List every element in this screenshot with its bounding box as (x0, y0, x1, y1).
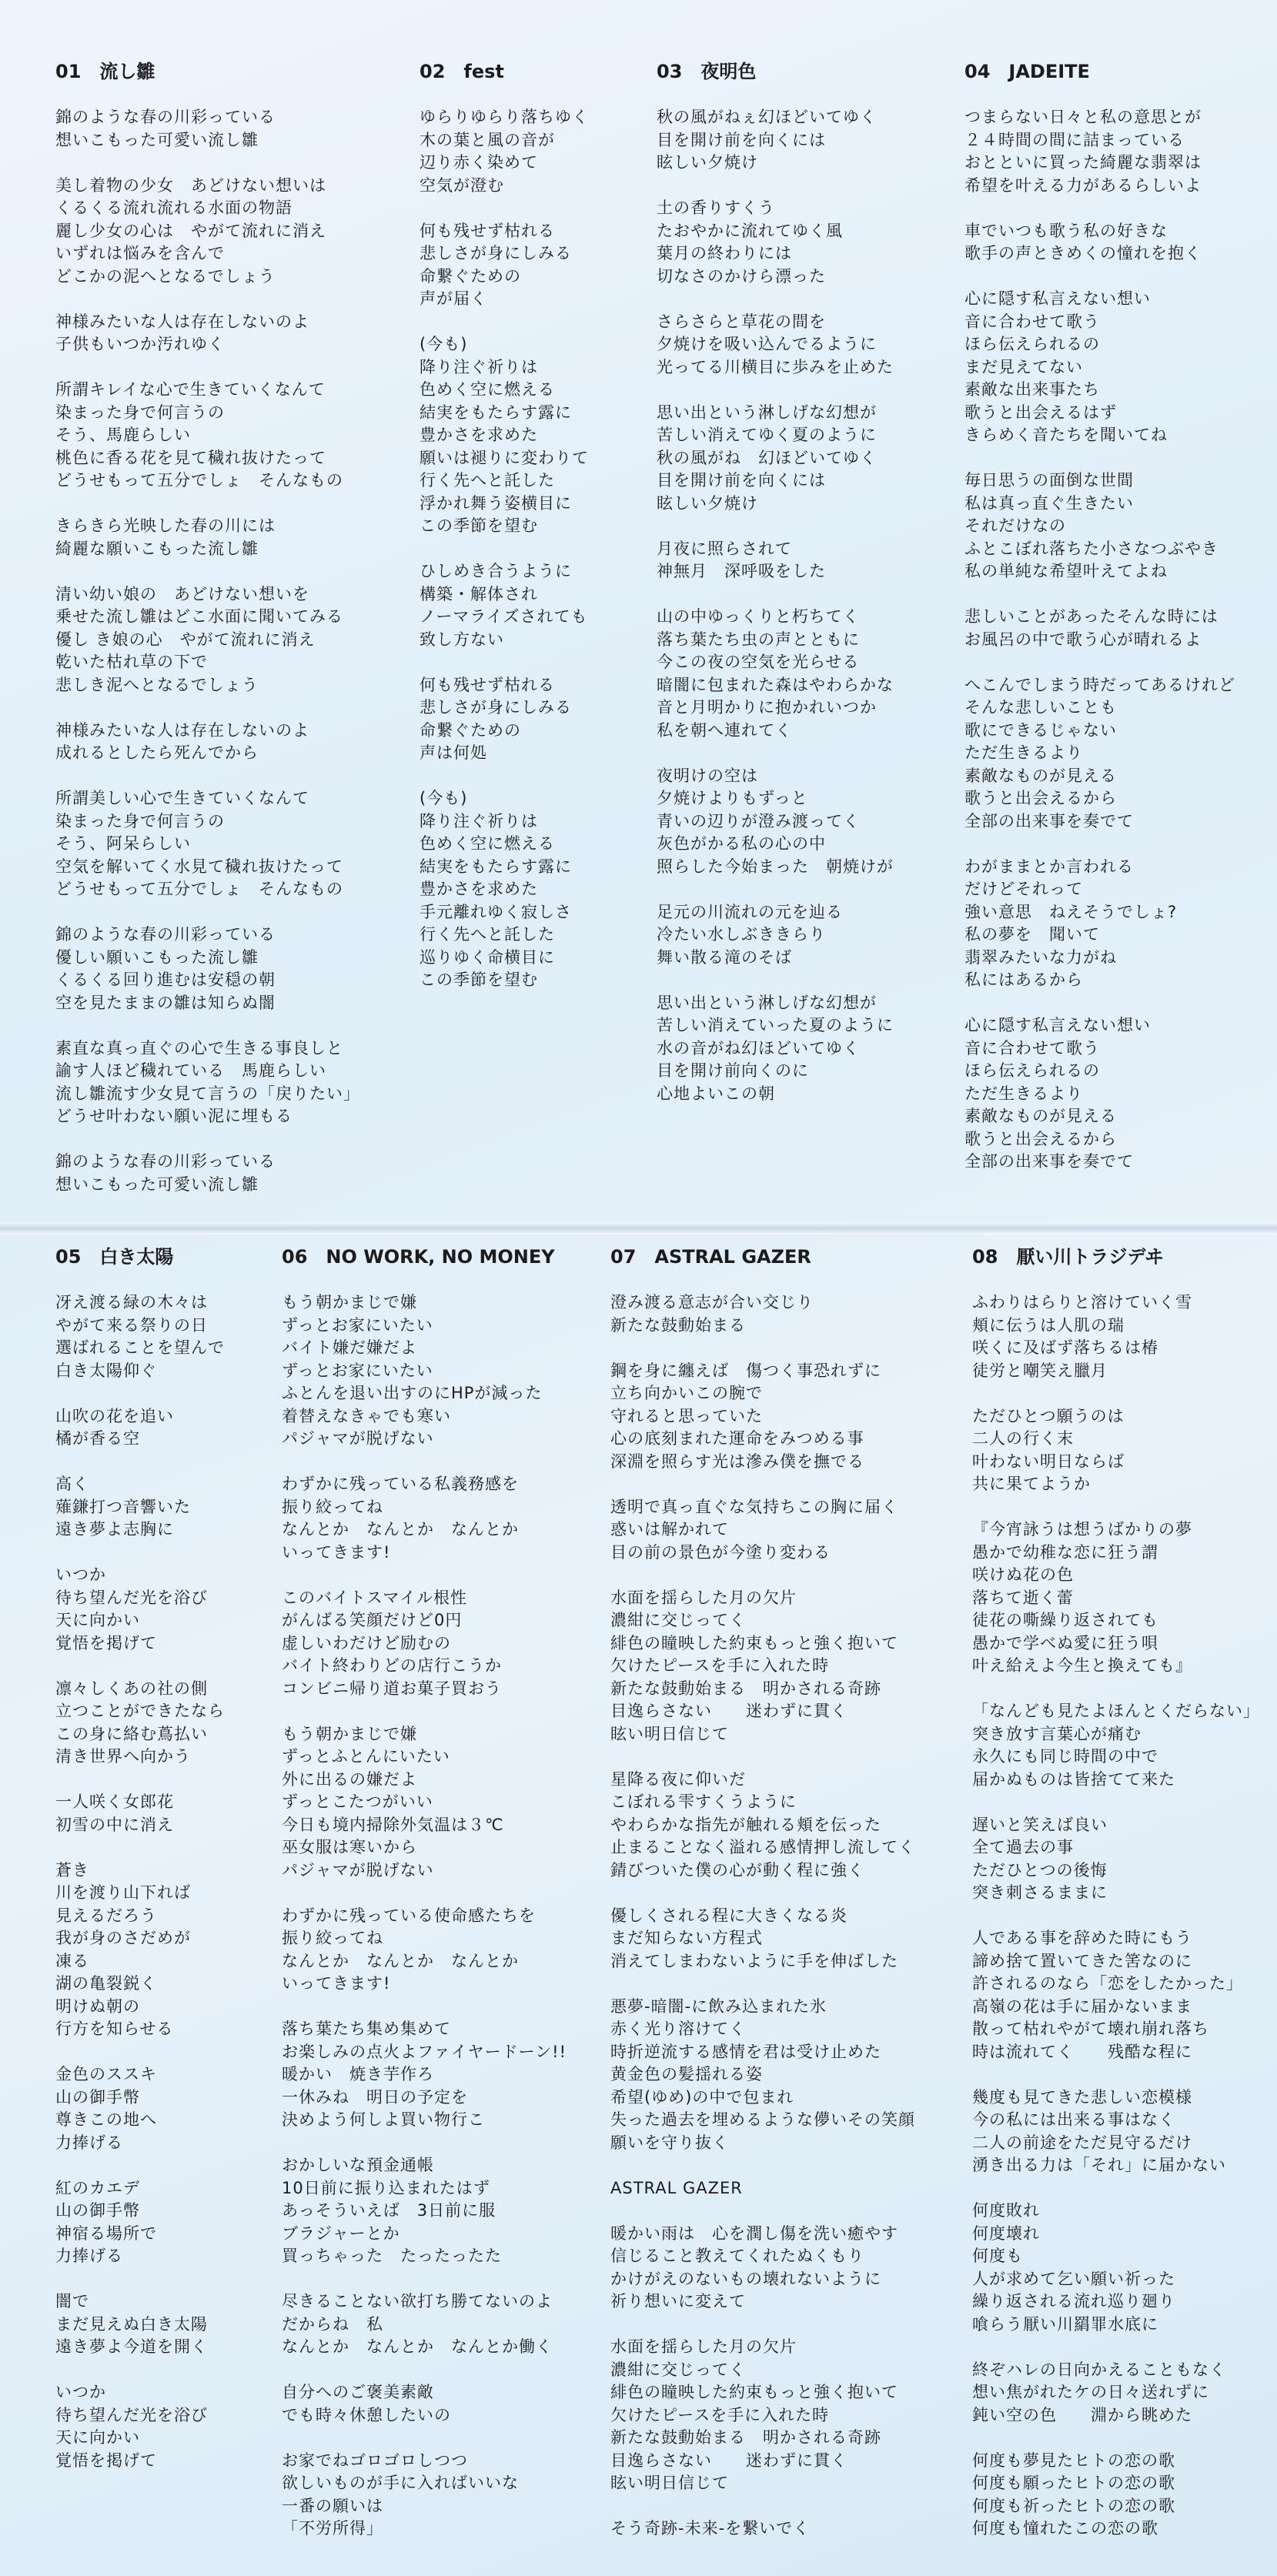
song-06 (282, 1245, 590, 2541)
song-lyrics: 澄み渡る意志が合い交じり 新たな鼓動始まる 鋼を身に纏えば 傷つく事恐れずに 立ち向かいこの腕で 守れると思っていた 心の底刻まれた運命をみつめる事 深淵を照らす光は滲み僕を撫でる 透明で真っ直ぐな気持ちこの胸に届く 惑いは解かれて 目の前の景色が今塗り変わる 水面を揺らした月の欠片 濃紺に交じってく 緋色の瞳映した約束もっと強く抱いて 欠けたピースを手に入れた時 新たな鼓動始まる 明かされる奇跡 目逸らさない 迷わずに貫く 眩い明日信じて 星降る夜に仰いだ こぼれる雫すくうように やわらかな指先が触れる頬を伝った 止まることなく溢れる感情押し流してく 錆びついた僕の心が動く程に強く 優しくされる程に大きくなる炎 まだ知らない方程式 消えてしまわないように手を伸ばした 悪夢-暗闇-に飲み込まれた氷 赤く光り溶けてく 時折逆流する感情を君は受け止めた 黄金色の髪揺れる姿 希望(ゆめ)の中で包まれ 失った過去を埋めるような儚いその笑顔 願いを守り抜く ASTRAL GAZER 暖かい雨は 心を潤し傷を洗い癒やす 信じること教えてくれたぬくもり かけがえのないもの壊れないように 祈り想いに変えて 水面を揺らした月の欠片 濃紺に交じってく 緋色の瞳映した約束もっと強く抱いて 欠けたピースを手に入れた時 新たな鼓動始まる 明かされる奇跡 目逸らさない 迷わずに貫く 眩い明日信じて そう奇跡-未来-を繋いでく (610, 1293, 915, 2538)
song-03 (657, 60, 918, 1105)
song-title: 08 厭い川トラジデヰ (972, 1246, 1164, 1268)
song-lyrics: 錦のような春の川彩っている 想いこもった可愛い流し雛 美し着物の少女 あどけない想いは くるくる流れ流れる水面の物語 麗し少女の心は やがて流れに消え いずれは悩みを含んで どこかの泥へとなるでしょう 神様みたいな人は存在しないのよ 子供もいつか汚れゆく 所謂キレイな心で生きていくなんて 染まった身で何言うの そう、馬鹿らしい 桃色に香る花を見て穢れ抜けたって どうせもって五分でしょ そんなもの きらきら光映した春の川には 綺麗な願いこもった流し雛 清い幼い娘の あどけない想いを 乗せた流し雛はどこ水面に聞いてみる 優し き娘の心 やがて流れに消え 乾いた枯れ草の下で 悲しき泥へとなるでしょう 神様みたいな人は存在しないのよ 成れるとしたら死んでから 所謂美しい心で生きていくなんて 染まった身で何言うの そう、阿呆らしい 空気を解いてく水見て穢れ抜けたって どうせもって五分でしょ そんなもの 錦のような春の川彩っている 優しい願いこもった流し雛 くるくる回り進むは安穏の朝 空を見たままの雛は知らぬ闇 素直な真っ直ぐの心で生きる事良しと 諭す人ほど穢れている 馬鹿らしい 流し雛流す少女見て言うの「戻りたい」 どうせ叶わない願い泥に埋もる 錦のような春の川彩っている 想いこもった可愛い流し雛 (55, 108, 360, 1194)
song-title: 06 NO WORK, NO MONEY (282, 1246, 555, 1268)
song-lyrics: 秋の風がねぇ幻ほどいてゆく 目を開け前を向くには 眩しい夕焼け 土の香りすくう たおやかに流れてゆく風 葉月の終わりには 切なさのかけら漂った さらさらと草花の間を 夕焼けを吸い込んでるように 光ってる川横目に歩みを止めた 思い出という淋しげな幻想が 苦しい消えてゆく夏のように 秋の風がね 幻ほどいてゆく 目を開け前を向くには 眩しい夕焼け 月夜に照らされて 神無月 深呼吸をした 山の中ゆっくりと朽ちてく 落ち葉たち虫の声とともに 今この夜の空気を光らせる 暗闇に包まれた森はやわらかな 音と月明かりに抱かれいつか 私を朝へ連れてく 夜明けの空は 夕焼けよりもずっと 青いの辺りが澄み渡ってく 灰色がかる私の心の中 照らした今始まった 朝焼けが 足元の川流れの元を辿る 冷たい水しぶききらり 舞い散る滝のそば 思い出という淋しげな幻想が 苦しい消えていった夏のように 水の音がね幻ほどいてゆく 目を開け前向くのに 心地よいこの朝 (657, 108, 894, 1103)
song-lyrics: つまらない日々と私の意思とが ２４時間の間に詰まっている おとといに買った綺麗な翡翠は 希望を叶える力があるらしいよ 車でいつも歌う私の好きな 歌手の声ときめくの憧れを抱く 心に隠す私言えない想い 音に合わせて歌う ほら伝えられるの まだ見えてない 素敵な出来事たち 歌うと出会えるはず きらめく音たちを聞いてね 毎日思うの面倒な世間 私は真っ直ぐ生きたい それだけなの ふとこぼれ落ちた小さなつぶやき 私の単純な希望叶えてよね 悲しいことがあったそんな時には お風呂の中で歌う心が晴れるよ へこんでしまう時だってあるけれど そんな悲しいことも 歌にできるじゃない ただ生きるより 素敵なものが見える 歌うと出会えるから 全部の出来事を奏でて わがままとか言われる だけどそれって 強い意思 ねえそうでしょ? 私の夢を 聞いて 翡翠みたいな力がね 私にはあるから 心に隠す私言えない想い 音に合わせて歌う ほら伝えられるの ただ生きるより 素敵なものが見える 歌うと出会えるから 全部の出来事を奏でて (964, 108, 1235, 1171)
page-fold (0, 1222, 1277, 1235)
song-title: 05 白き太陽 (55, 1246, 174, 1268)
song-01 (55, 60, 410, 1196)
song-title: 04 JADEITE (964, 61, 1090, 82)
song-title: 01 流し雛 (55, 61, 155, 82)
song-title: 02 fest (420, 61, 504, 82)
song-lyrics: ふわりはらりと溶けていく雪 頬に伝うは人肌の瑞 咲くに及ばず落ちるは椿 徒労と嘲笑え臘月 ただひとつ願うのは 二人の行く末 叶わない明日ならば 共に果てようか 『今宵詠うは想うばかりの夢 愚かで幼稚な恋に狂う謂 咲けぬ花の色 落ちて逝く蕾 徒花の嘶繰り返されても 愚かで学べぬ愛に狂う唄 叶え給えよ今生と換えても』 「なんども見たよほんとくだらない」 突き放す言葉心が痛む 永久にも同じ時間の中で 届かぬものは皆捨てて来た 遅いと笑えば良い 全て過去の事 ただひとつの後悔 突き刺さるままに 人である事を辞めた時にもう 諦め捨て置いてきた筈なのに 許されるのなら「恋をしたかった」 高嶺の花は手に届かないまま 散って枯れやがて壊れ崩れ落ち 時は流れてく 残酷な程に 幾度も見てきた悲しい恋模様 今の私には出来る事はなく 二人の前途をただ見守るだけ 湧き出る力は「それ」に届かない 何度敗れ 何度壊れ 何度も 人が求めて乞い願い祈った 繰り返される流れ巡り廻り 喰らう厭い川羂罪水底に 終ぞハレの日向かえることもなく 想い焦がれたケの日々送れずに 鈍い空の色 淵から眺めた 何度も夢見たヒトの恋の歌 何度も願ったヒトの恋の歌 何度も祈ったヒトの恋の歌 何度も憧れたこの恋の歌 (972, 1293, 1260, 2538)
song-title: 07 ASTRAL GAZER (610, 1246, 811, 1268)
song-08 (972, 1245, 1272, 2541)
song-lyrics: 冴え渡る緑の木々は やがて来る祭りの日 選ばれることを望んで 白き太陽仰ぐ 山吹の花を追い 橘が香る空 高く 薙鎌打つ音響いた 遠き夢よ志胸に いつか 待ち望んだ光を浴び 天に向かい 覚悟を掲げて 凛々しくあの社の側 立つことができたなら この身に絡む蔦払い 清き世界へ向かう 一人咲く女郎花 初雪の中に消え 蒼き 川を渡り山下れば 見えるだろう 我が身のさだめが 凍る 湖の亀裂鋭く 明けぬ朝の 行方を知らせる 金色のススキ 山の御手幣 尊きこの地へ 力捧げる 紅のカエデ 山の御手幣 神宿る場所で 力捧げる 闇で まだ見えぬ白き太陽 遠き夢よ今道を開く いつか 待ち望んだ光を浴び 天に向かい 覚悟を掲げて (55, 1293, 225, 2470)
song-04 (964, 60, 1272, 1174)
song-02 (420, 60, 620, 992)
song-lyrics: もう朝かまじで嫌 ずっとお家にいたい バイト嫌だ嫌だよ ずっとお家にいたい ふとんを退い出すのにHPが減った 着替えなきゃでも寒い パジャマが脱げない わずかに残っている私義務感を 振り絞ってね なんとか なんとか なんとか いってきます! このバイトスマイル根性 がんばる笑顔だけど0円 虚しいわだけど励むの バイト終わりどの店行こうか コンビニ帰り道お菓子買おう もう朝かまじで嫌 ずっとふとんにいたい 外に出るの嫌だよ ずっとこたつがいい 今日も境内掃除外気温は３℃ 巫女服は寒いから パジャマが脱げない わずかに残っている使命感たちを 振り絞ってね なんとか なんとか なんとか いってきます! 落ち葉たち集め集めて お楽しみの点火よファイヤードーン!! 暖かい 焼き芋作ろ 一休みね 明日の予定を 決めよう何しよ買い物行こ おかしいな預金通帳 10日前に振り込まれたはず あっそういえば 3日前に服 ブラジャーとか 買っちゃった たったったた 尽きることない欲打ち勝てないのよ だからね 私 なんとか なんとか なんとか働く 自分へのご褒美素敵 でも時々休憩したいの お家でねゴロゴロしつつ 欲しいものが手に入ればいいな 一番の願いは 「不労所得」 (282, 1293, 567, 2538)
song-05 (55, 1245, 263, 2472)
song-07 (610, 1245, 949, 2541)
song-title: 03 夜明色 (657, 61, 757, 82)
song-lyrics: ゆらりゆらり落ちゆく 木の葉と風の音が 辺り赤く染めて 空気が澄む 何も残せず枯れる 悲しさが身にしみる 命繋ぐための 声が届く (今も) 降り注ぐ祈りは 色めく空に燃える 結実をもたらす露に 豊かさを求めた 願いは褪りに変わりて 行く先へと託した 浮かれ舞う姿横目に この季節を望む ひしめき合うように 構築・解体され ノーマライズされても 致し方ない 何も残せず枯れる 悲しさが身にしみる 命繋ぐための 声は何処 (今も) 降り注ぐ祈りは 色めく空に燃える 結実をもたらす露に 豊かさを求めた 手元離れゆく寂しさ 行く先へと託した 巡りゆく命横目に この季節を望む (420, 108, 589, 989)
